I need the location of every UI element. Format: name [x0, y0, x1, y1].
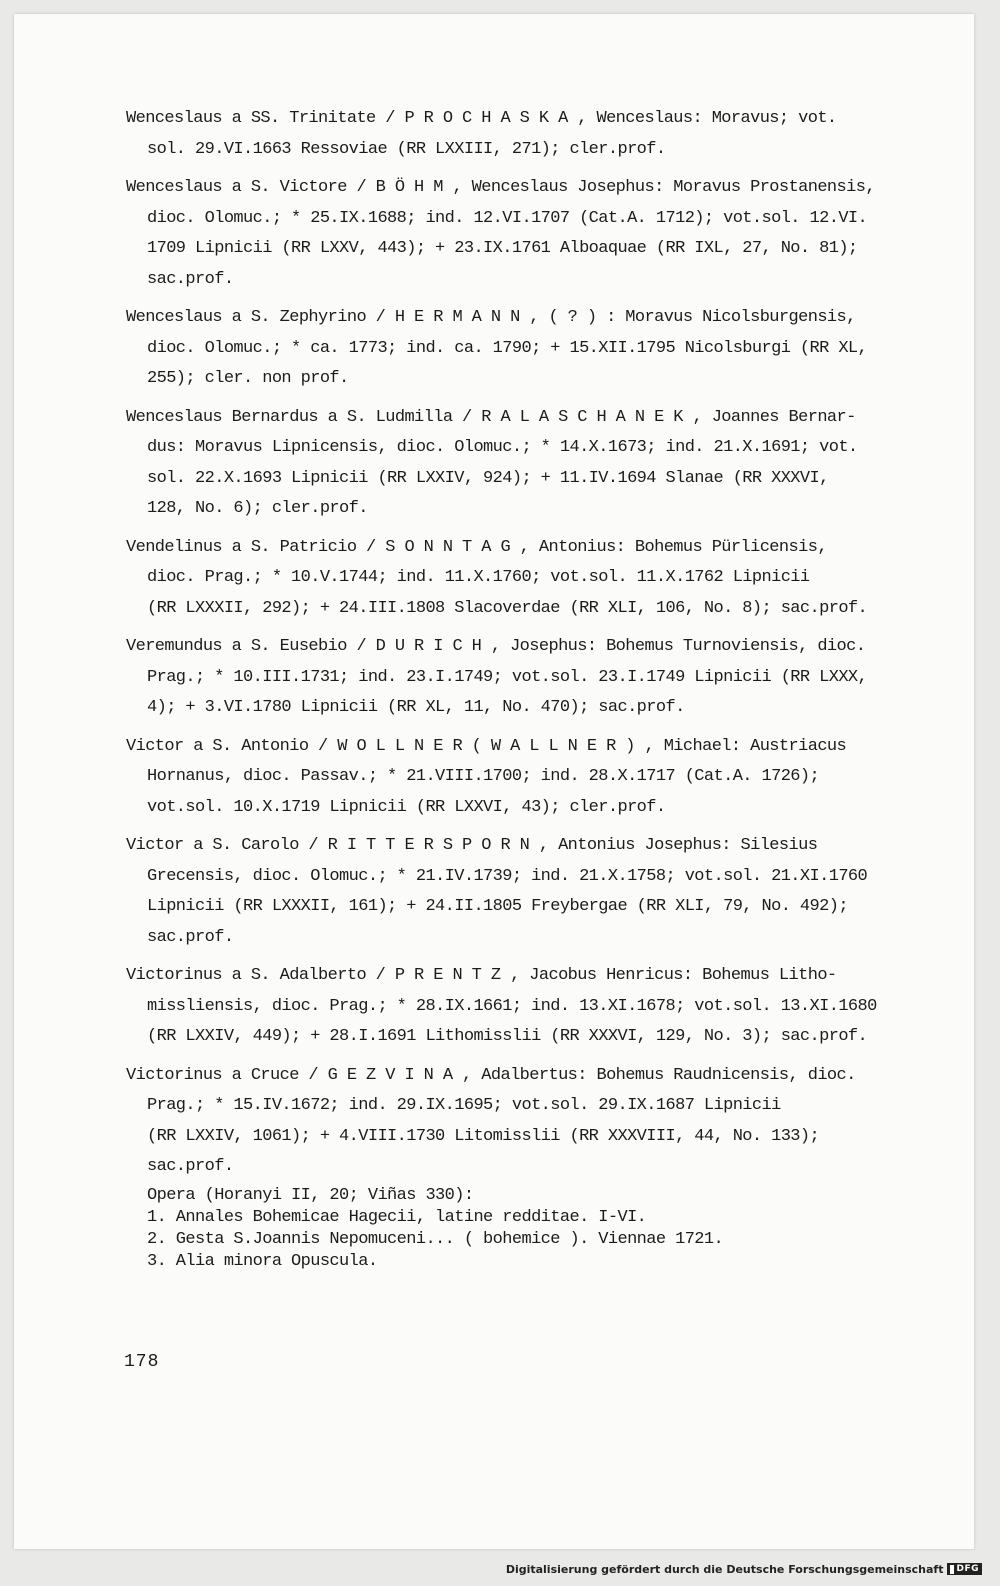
entry-line: dus: Moravus Lipnicensis, dioc. Olomuc.; * 14.X.1673; ind. 21.X.1691; vot.: [147, 438, 858, 457]
opera-item: 1. Annales Bohemicae Hagecii, latine redditae. I-VI.: [147, 1207, 647, 1227]
entry-line: Hornanus, dioc. Passav.; * 21.VIII.1700; ind. 28.X.1717 (Cat.A. 1726);: [147, 767, 820, 786]
entry-line: Prag.; * 15.IV.1672; ind. 29.IX.1695; vot.sol. 29.IX.1687 Lipnicii: [147, 1096, 781, 1115]
entry-line: Grecensis, dioc. Olomuc.; * 21.IV.1739; ind. 21.X.1758; vot.sol. 21.XI.1760: [147, 866, 868, 886]
entry-line: 255); cler. non prof.: [147, 369, 349, 388]
entry-line: 4); + 3.VI.1780 Lipnicii (RR XL, 11, No. 470); sac.prof.: [147, 698, 685, 717]
entry-line: Wenceslaus a S. Zephyrino / H E R M A N N , ( ? ) : Moravus Nicolsburgensis,: [126, 308, 856, 327]
opera-list: [126, 1185, 926, 1273]
entry-line: (RR LXXIV, 1061); + 4.VIII.1730 Litomisslii (RR XXXVIII, 44, No. 133);: [147, 1126, 820, 1146]
register-entry: [126, 732, 926, 824]
entry-line: Veremundus a S. Eusebio / D U R I C H , Josephus: Bohemus Turnoviensis, dioc.: [126, 637, 866, 656]
entry-line: Victorinus a Cruce / G E Z V I N A , Adalbertus: Bohemus Raudnicensis, dioc.: [126, 1065, 856, 1085]
entry-line: Wenceslaus a S. Victore / B Ö H M , Wenceslaus Josephus: Moravus Prostanensis,: [126, 178, 875, 197]
entry-line: sol. 29.VI.1663 Ressoviae (RR LXXIII, 271); cler.prof.: [147, 139, 666, 159]
footer-credit: [506, 1558, 982, 1580]
entry-line: Victor a S. Carolo / R I T T E R S P O R N , Antonius Josephus: Silesius: [126, 836, 818, 855]
entry-line: sac.prof.: [147, 269, 234, 289]
entry-line: sac.prof.: [147, 1157, 234, 1176]
opera-heading: Opera (Horanyi II, 20; Viñas 330):: [147, 1185, 474, 1205]
entry-line: Victorinus a S. Adalberto / P R E N T Z , Jacobus Henricus: Bohemus Litho-: [126, 966, 837, 985]
entry-line: dioc. Prag.; * 10.V.1744; ind. 11.X.1760; vot.sol. 11.X.1762 Lipnicii: [147, 568, 810, 587]
register-entry: [126, 303, 926, 395]
dfg-logo: DFG: [947, 1563, 982, 1575]
entry-line: 128, No. 6); cler.prof.: [147, 499, 368, 518]
register-entry: [126, 403, 926, 525]
opera-item: 2. Gesta S.Joannis Nepomuceni... ( bohemice ). Viennae 1721.: [147, 1229, 724, 1249]
register-text: [126, 104, 926, 1273]
entry-line: Lipnicii (RR LXXXII, 161); + 24.II.1805 Freybergae (RR XLI, 79, No. 492);: [147, 897, 848, 916]
entry-line: Prag.; * 10.III.1731; ind. 23.I.1749; vot.sol. 23.I.1749 Lipnicii (RR LXXX,: [147, 667, 868, 687]
register-entry: [126, 961, 926, 1053]
entry-line: 1709 Lipnicii (RR LXXV, 443); + 23.IX.1761 Alboaquae (RR IXL, 27, No. 81);: [147, 239, 858, 258]
entry-line: Victor a S. Antonio / W O L L N E R ( W A L L N E R ) , Michael: Austriacus: [126, 736, 847, 756]
entry-line: dioc. Olomuc.; * ca. 1773; ind. ca. 1790; + 15.XII.1795 Nicolsburgi (RR XL,: [147, 338, 868, 358]
entry-line: Wenceslaus Bernardus a S. Ludmilla / R A L A S C H A N E K , Joannes Bernar-: [126, 407, 856, 427]
register-entry: [126, 533, 926, 625]
page-number: 178: [124, 1352, 160, 1372]
register-entry: [126, 1061, 926, 1183]
footer-text: Digitalisierung gefördert durch die Deutsche Forschungsgemeinschaft: [505, 1562, 944, 1576]
entry-line: missliensis, dioc. Prag.; * 28.IX.1661; ind. 13.XI.1678; vot.sol. 13.XI.1680: [147, 996, 877, 1016]
entry-line: dioc. Olomuc.; * 25.IX.1688; ind. 12.VI.1707 (Cat.A. 1712); vot.sol. 12.VI.: [147, 208, 868, 228]
register-entry: [126, 173, 926, 295]
opera-item: 3. Alia minora Opuscula.: [147, 1251, 378, 1271]
entry-line: sol. 22.X.1693 Lipnicii (RR LXXIV, 924); + 11.IV.1694 Slanae (RR XXXVI,: [147, 468, 829, 488]
entry-line: vot.sol. 10.X.1719 Lipnicii (RR LXXVI, 43); cler.prof.: [147, 797, 666, 817]
entry-line: Vendelinus a S. Patricio / S O N N T A G , Antonius: Bohemus Pürlicensis,: [126, 537, 827, 557]
register-entry: [126, 104, 926, 165]
entry-line: Wenceslaus a SS. Trinitate / P R O C H A S K A , Wenceslaus: Moravus; vot.: [126, 109, 837, 128]
entry-line: sac.prof.: [147, 927, 234, 947]
entry-line: (RR LXXXII, 292); + 24.III.1808 Slacoverdae (RR XLI, 106, No. 8); sac.prof.: [147, 598, 868, 618]
register-entry: [126, 632, 926, 724]
entry-line: (RR LXXIV, 449); + 28.I.1691 Lithomisslii (RR XXXVI, 129, No. 3); sac.prof.: [147, 1027, 868, 1046]
register-entry: [126, 831, 926, 953]
